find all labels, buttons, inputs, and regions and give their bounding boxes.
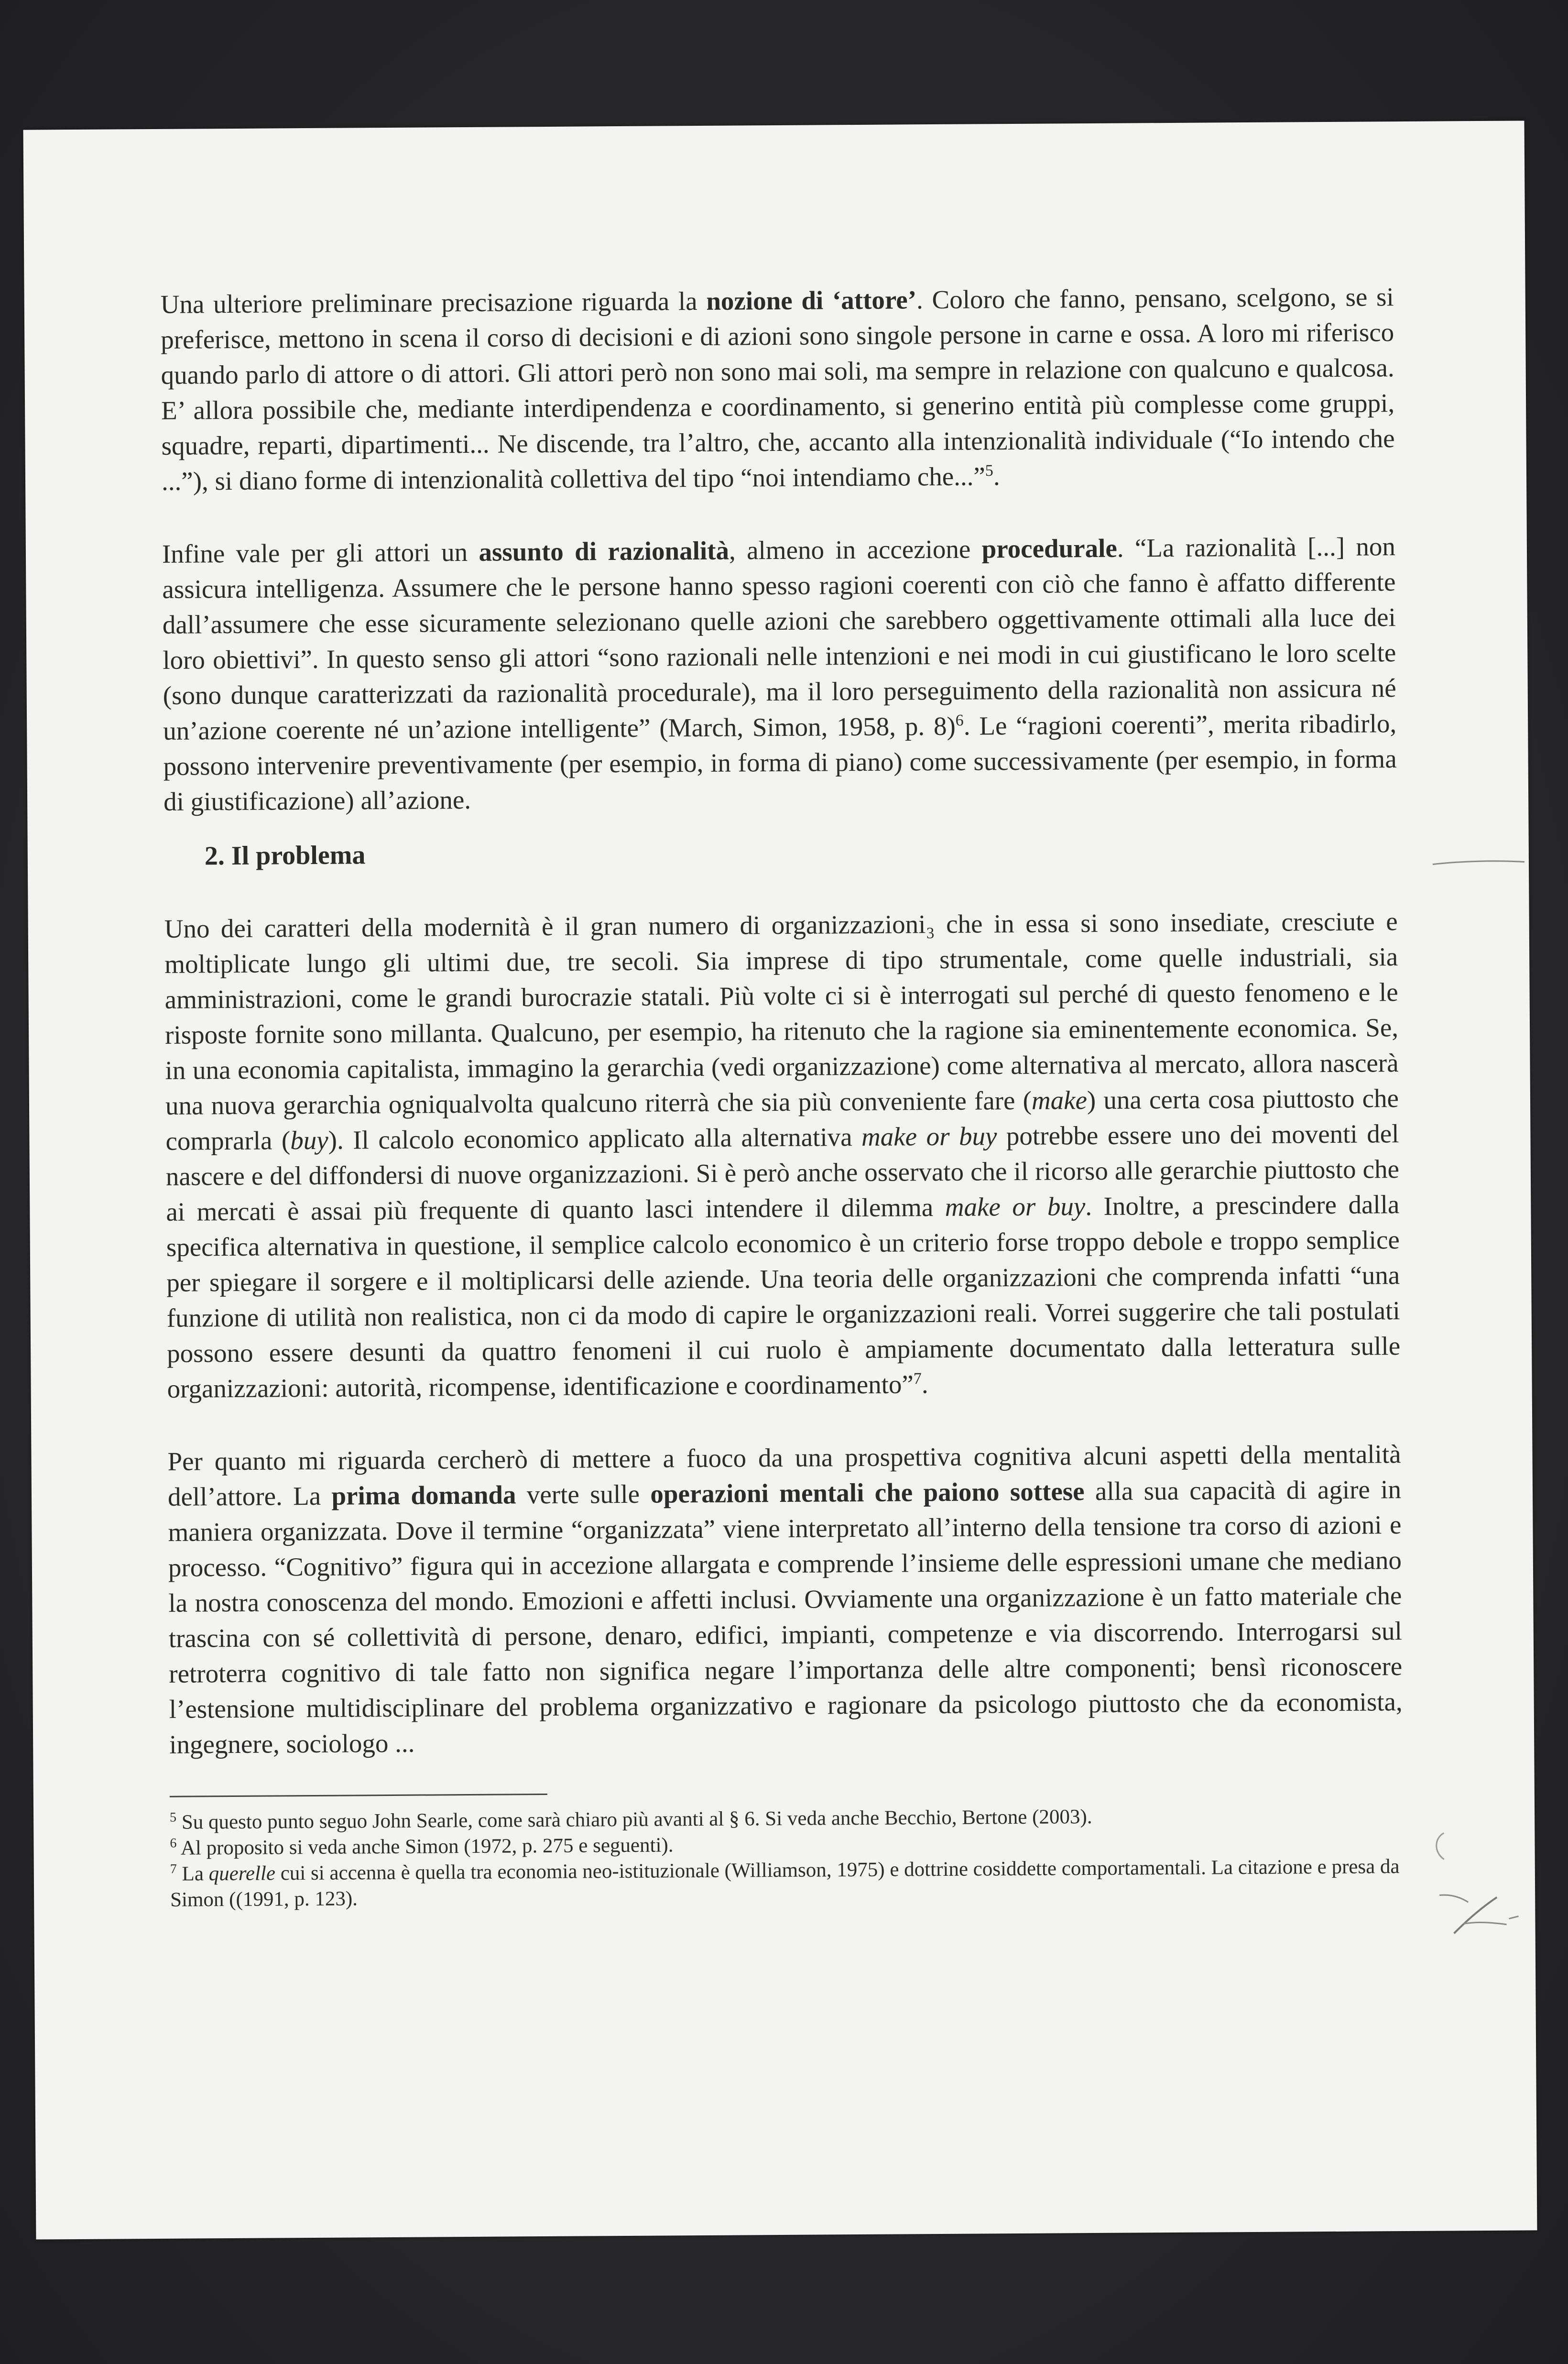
paragraph-rationality [162,529,1397,820]
italic-term: buy [290,1125,328,1155]
bold-term-mental-operations: operazioni mentali che paiono sottese [650,1477,1085,1509]
text-run: ) una certa cosa piuttosto che comprarla ( [165,1084,1399,1156]
paragraph-first-question [167,1436,1403,1762]
footnotes [170,1802,1404,1913]
text-run: . [921,1369,928,1399]
bold-term-first-question: prima domanda [331,1480,516,1510]
text-run: . [993,461,1000,491]
paragraph-actor-notion [161,279,1395,499]
text-run: . “La razionalità [...] non assicura intelligenza. Assumere che le persone hanno spesso ragioni coerenti con ciò che fanno è affatto differente dall’assumere che esse sicuramente selezionano quelle azioni che sarebbero oggettivamente ottimali alla luce dei loro obiettivi”. In questo senso gli attori “sono razionali nelle intenzioni e nei modi in cui giustificano le loro scelte (sono dunque caratterizzati da razionalità procedurale), ma il loro perseguimento della razionalità non assicura né un’azione coerente né un’azione intelligente” (March, Simon, 1958, p. 8) [162,532,1396,745]
footnote-separator [170,1794,547,1797]
italic-term: make or buy [861,1121,997,1151]
text-run: Una ulteriore preliminare precisazione riguarda la [160,286,707,319]
italic-term: make [1031,1085,1088,1115]
text-run: alla sua capacità di agire in maniera organizzata. Dove il termine “organizzata” viene interpretato all’interno della tensione tra corso di azioni e processo. “Cognitivo” figura qui in accezione allargata e comprende l’insieme delle espressioni umane che mediano la nostra conoscenza del mondo. Emozioni e affetti inclusi. Ovviamente una organizzazione è un fatto materiale che trascina con sé collettività di persone, denaro, edifici, impianti, competenze e via discorrendo. Interrogarsi sul retroterra cognitivo di tale fatto non significa negare l’importanza delle altre componenti; bensì riconoscere l’estensione multidisciplinare del problema organizzativo e ragionare da psicologo piuttosto che da economista, ingegnere, sociologo ... [168,1475,1403,1759]
footnote-ref-5: 5 [985,461,993,480]
footnote-text: La [176,1862,209,1885]
text-run: ). Il calcolo economico applicato alla alternativa [328,1122,862,1155]
footnote-number: 6 [170,1836,177,1851]
text-run: . Inoltre, a prescindere dalla specifica alternativa in questione, il semplice calcolo economico è un criterio forse troppo debole e troppo semplice per spiegare il sorgere e il moltiplicarsi delle aziende. Una teoria delle organizzazioni che comprenda infatti “una funzione di utilità non realistica, non ci da modo di capire le organizzazioni reali. Vorrei suggerire che tali postulati possono essere desunti da quattro fenomeni il cui ruolo è ampiamente documentato dalla letteratura sulle organizzazioni: autorità, ricompense, identificazione e coordinamento” [166,1190,1401,1403]
text-run: verte sulle [516,1479,651,1510]
text-run: potrebbe essere uno dei moventi del nascere e del diffondersi di nuove organizzazioni. Si è però anche osservato che il ricorso alle gerarchie piuttosto che ai mercati è assai più frequente di quanto lasci intendere il dilemma [165,1119,1400,1226]
paragraph-modernity [164,904,1401,1407]
italic-term: make or buy [945,1192,1086,1222]
text-run: . Le “ragioni coerenti”, merita ribadirlo, possono intervenire preventivamente (per esempio, in forma di piano) come successivamente (per esempio, in forma di giustificazione) all’azione. [163,709,1397,816]
text-run: . Coloro che fanno, pensano, scelgono, se si preferisce, mettono in scena il corso di decisioni e di azioni sono singole persone in carne e ossa. A loro mi riferisco quando parlo di attore o di attori. Gli attori però non sono mai soli, ma sempre in relazione con qualcuno e qualcosa. E’ allora possibile che, mediante interdipendenza e coordinamento, si generino entità più complesse come gruppi, squadre, reparti, dipartimenti... Ne discende, tra l’altro, che, accanto alla intenzionalità individuale (“Io intendo che ...”), si diano forme di intenzionalità collettiva del tipo “noi intendiamo che...” [161,282,1395,496]
bold-term-actor: nozione di ‘attore’ [706,285,917,316]
footnote-text: cui si accenna è quella tra economia neo-istituzionale (Williamson, 1975) e dottrine cosiddette comportamentali. La citazione e presa da Simon ((1991, p. 123). [170,1855,1400,1911]
bold-term-rationality: assunto di razionalità [479,536,730,567]
footnote-7 [170,1854,1404,1913]
footnote-number: 5 [170,1810,177,1825]
italic-term: querelle [208,1862,276,1885]
paper-sheet [23,120,1537,2239]
bold-term-procedural: procedurale [981,533,1117,564]
section-heading: 2. Il problema [204,840,366,871]
text-run: Uno dei caratteri della modernità è il gran numero di organizzazioni₃ che in essa si sono insediate, cresciute e moltiplicate lungo gli ultimi due, tre secoli. Sia imprese di tipo strumentale, come quelle industriali, sia amministrazioni, come le grandi burocrazie statali. Più volte ci si è interrogati sul perché di questo fenomeno e le risposte fornite sono millanta. Qualcuno, per esempio, ha ritenuto che la ragione sia eminentemente economica. Se, in una economia capitalista, immagino la gerarchia (vedi organizzazione) come alternativa al mercato, allora nascerà una nuova gerarchia ogniqualvolta qualcuno riterrà che sia più conveniente fare ( [164,907,1399,1120]
text-run: Per quanto mi riguarda cercherò di mettere a fuoco da una prospettiva cognitiva alcuni aspetti della mentalità dell’attore. La [167,1439,1401,1511]
page-body [161,279,1404,1913]
pencil-margin-scribble [1425,1823,1531,1948]
text-run: Infine vale per gli attori un [162,537,479,569]
footnote-ref-6: 6 [955,711,964,730]
pencil-margin-line [1431,852,1526,872]
footnote-text: Su questo punto seguo John Searle, come sarà chiaro più avanti al § 6. Si veda anche Becchio, Bertone (2003). [176,1806,1092,1834]
text-run: , almeno in accezione [729,534,982,565]
footnote-text: Al proposito si veda anche Simon (1972, p. 275 e seguenti). [176,1834,674,1860]
footnote-ref-7: 7 [913,1369,922,1388]
footnote-number: 7 [170,1861,177,1877]
